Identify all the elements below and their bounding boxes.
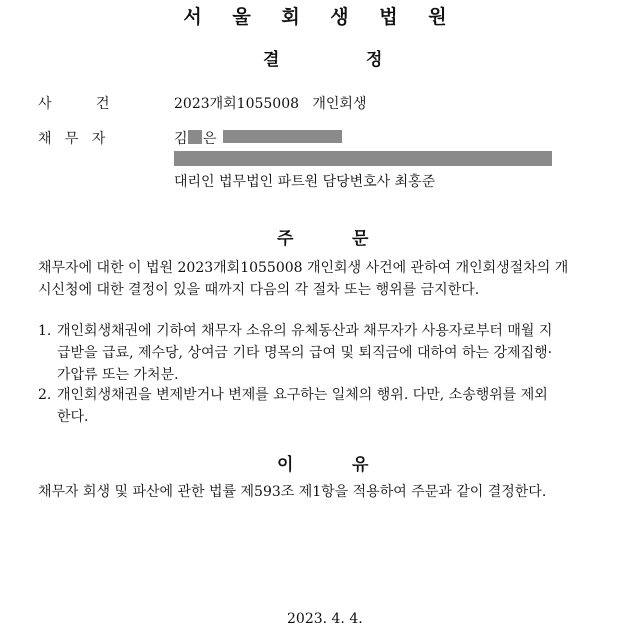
decision-heading-right: 정 [366, 50, 383, 70]
item-2-number: 2. [38, 387, 52, 403]
reason-heading-right: 유 [352, 455, 369, 475]
order-heading-left: 주 [277, 229, 294, 249]
redaction-address [174, 151, 552, 166]
order-line: 시신청에 대한 결정이 있을 때까지 다음의 각 절차 또는 행위를 금지한다. [38, 282, 480, 298]
order-text [38, 257, 568, 301]
order-line: 채무자에 대한 이 법원 2023개회1055008 개인회생 사건에 관하여 개인회생절차의 개 [38, 260, 569, 276]
case-value: 2023개회1055008 개인회생 [174, 96, 367, 112]
debtor-label: 채 무 자 [38, 131, 106, 147]
item-line: 급받을 급료, 제수당, 상여금 기타 명목의 급여 및 퇴직금에 대하여 하는 강제집행· [57, 345, 553, 361]
reason-heading-left: 이 [277, 455, 294, 475]
debtor-agent: 대리인 법무법인 파트원 담당변호사 최홍준 [174, 174, 436, 190]
order-heading-right: 문 [352, 229, 369, 249]
case-label: 사 건 [38, 96, 110, 112]
court-name: 서 울 회 생 법 원 [183, 6, 459, 28]
item-line: 개인회생채권을 변제받거나 변제를 요구하는 일체의 행위. 다만, 소송행위를 제외 [57, 387, 548, 403]
debtor-name-suffix: 은 [203, 131, 217, 147]
reason-text: 채무자 회생 및 파산에 관한 법률 제593조 제1항을 적용하여 주문과 같이 결정한다. [38, 484, 547, 500]
item-1-text [57, 320, 552, 386]
debtor-name-prefix: 김 [174, 131, 188, 147]
item-2-text [57, 384, 548, 428]
decision-date: 2023. 4. 4. [287, 611, 363, 627]
redaction-id [223, 130, 342, 143]
item-1-number: 1. [38, 323, 52, 339]
redaction-name [188, 130, 202, 144]
decision-heading-left: 결 [263, 50, 280, 70]
item-line: 한다. [57, 409, 89, 425]
item-line: 개인회생채권에 기하여 채무자 소유의 유체동산과 채무자가 사용자로부터 매월 지 [57, 323, 553, 339]
item-line: 가압류 또는 가처분. [57, 367, 179, 383]
